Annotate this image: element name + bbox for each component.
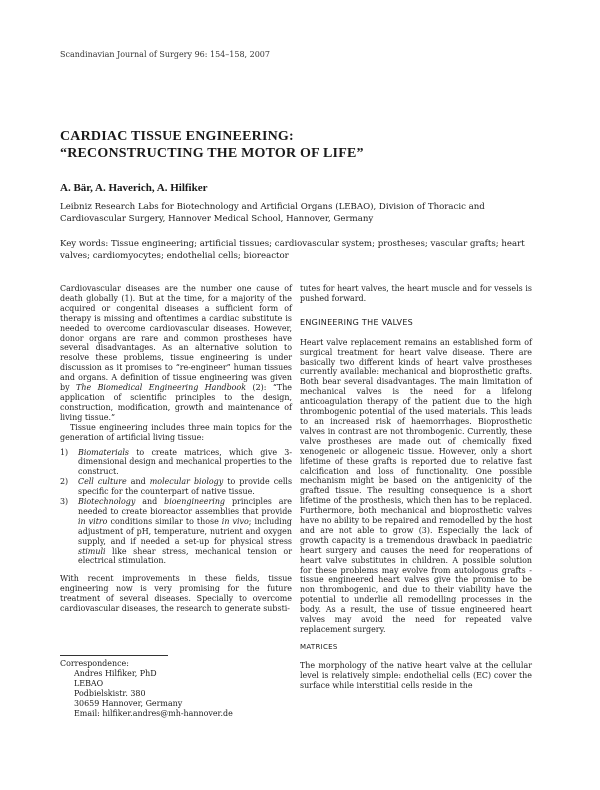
correspondence-address: Andres Hilfiker, PhD LEBAO Podbielskistr. 380 30659 Hannover, Germany Email: hilfiker.andres@mh-hannover.de bbox=[60, 669, 300, 719]
book-title: The Biomedical Engineering Handbook bbox=[76, 383, 247, 393]
section-heading: ENGINEERING THE VALVES bbox=[300, 317, 414, 327]
article-title bbox=[60, 128, 364, 162]
list-item: 2) Cell culture and molecular biology to provide cells specific for the counterpart of native tissue. bbox=[60, 477, 293, 497]
topics-paragraph: Tissue engineering includes three main topics for the generation of artificial living tissue: bbox=[60, 422, 292, 442]
subsection-heading: MATRICES bbox=[300, 642, 338, 651]
left-column bbox=[60, 284, 292, 614]
intro-paragraph: Cardiovascular diseases are the number one cause of death globally (1). But at the time, for a majority of the acquired or congenital diseases a sufficient form of therapy is missing and oftentimes a cardiac substitute is needed to overcome cardiovascular diseases. However, donor organs are rare and common prostheses have several disadvantages. As an alternative solution to resolve these problems, tissue engineering is under discussion as it promises to “re-engineer” human tissues and organs. A definition of tissue engineering was given by The Biomedical Engineering Handbook (2): “The application of scientific principles to the design, construction, modification, growth and maintenance of living tissue.” bbox=[60, 284, 293, 422]
list-item: 3) Biotechnology and bioengineering principles are needed to create bioreactor assemblies that provide in vitro conditions similar to those in vivo; including adjustment of pH, temperature, nutrient and oxygen supply, and if needed a set-up for physical stress stimuli like shear stress, mechanical tension or electrical stimulation. bbox=[60, 497, 293, 566]
title-line-2: “RECONSTRUCTING THE MOTOR OF LIFE” bbox=[60, 146, 364, 161]
affiliation: Leibniz Research Labs for Biotechnology and Artificial Organs (LEBAO), Division of Thoracic and Cardiovascular Surgery, Hannover Medical School, Hannover, Germany bbox=[60, 202, 485, 224]
correspondence-label: Correspondence: bbox=[60, 659, 129, 668]
valves-paragraph: Heart valve replacement remains an established form of surgical treatment for heart valve disease. There are basically two different kinds of heart valve prostheses currently available: mechanical and bioprosthetic grafts. Both bear several disadvantages. The main limitation of mechanical valves is the need for a lifelong anticoagulation therapy of the patient due to the high thrombogenic potential of the used materials. This leads to an increased risk of haemorrhages. Bioprosthetic valves in contrast are not thrombogenic. Currently, these valve prostheses are made out of chemically fixed xenogeneic or allogeneic tissue. However, only a short lifetime of these grafts is reported due to relative fast calcification and loss of functionality. One possible mechanism might be based on the antigenicity of the grafted tissue. The resulting consequence is a short lifetime of the prosthesis, which then has to be replaced. Furthermore, both mechanical and bioprosthetic valves have no ability to be repaired and remodelled by the host and are not able to grow (3). Especially the lack of growth capacity is a tremendous drawback in paediatric heart surgery and causes the need for reoperations of heart valve substitutes in children. A possible solution for these problems may evolve from autologous grafts - tissue engineered heart valves give the promise to be non thrombogenic, and due to their viability have the potential to underlie all remodelling processes in the body. As a result, the use of tissue engineered heart valves may avoid the need for repeated valve replacement surgery. bbox=[300, 337, 532, 634]
footnote-rule bbox=[60, 655, 168, 656]
journal-reference: Scandinavian Journal of Surgery 96: 154–158, 2007 bbox=[60, 50, 270, 59]
outlook-paragraph: With recent improvements in these fields, tissue engineering now is very promising for the future treatment of several diseases. Specially to overcome cardiovascular diseases, the research to generate substi- bbox=[60, 574, 292, 614]
right-column bbox=[300, 284, 532, 691]
matrices-paragraph: The morphology of the native heart valve at the cellular level is relatively simple: endothelial cells (EC) cover the surface while interstitial cells reside in the bbox=[300, 660, 532, 690]
title-line-1: CARDIAC TISSUE ENGINEERING: bbox=[60, 129, 294, 144]
list-item: 1) Biomaterials to create matrices, which give 3-dimensional design and mechanical properties to the construct. bbox=[60, 447, 292, 477]
keywords: Key words: Tissue engineering; artificial tissues; cardiovascular system; prostheses; vascular grafts; heart valves; cardiomyocytes; endothelial cells; bioreactor bbox=[60, 239, 525, 261]
correspondence-block bbox=[60, 655, 300, 719]
email-link[interactable]: Email: hilfiker.andres@mh-hannover.de bbox=[74, 709, 233, 718]
topics-list bbox=[60, 448, 292, 567]
authors: A. Bär, A. Haverich, A. Hilfiker bbox=[60, 182, 208, 194]
continued-paragraph: tutes for heart valves, the heart muscle and for vessels is pushed forward. bbox=[300, 284, 532, 303]
